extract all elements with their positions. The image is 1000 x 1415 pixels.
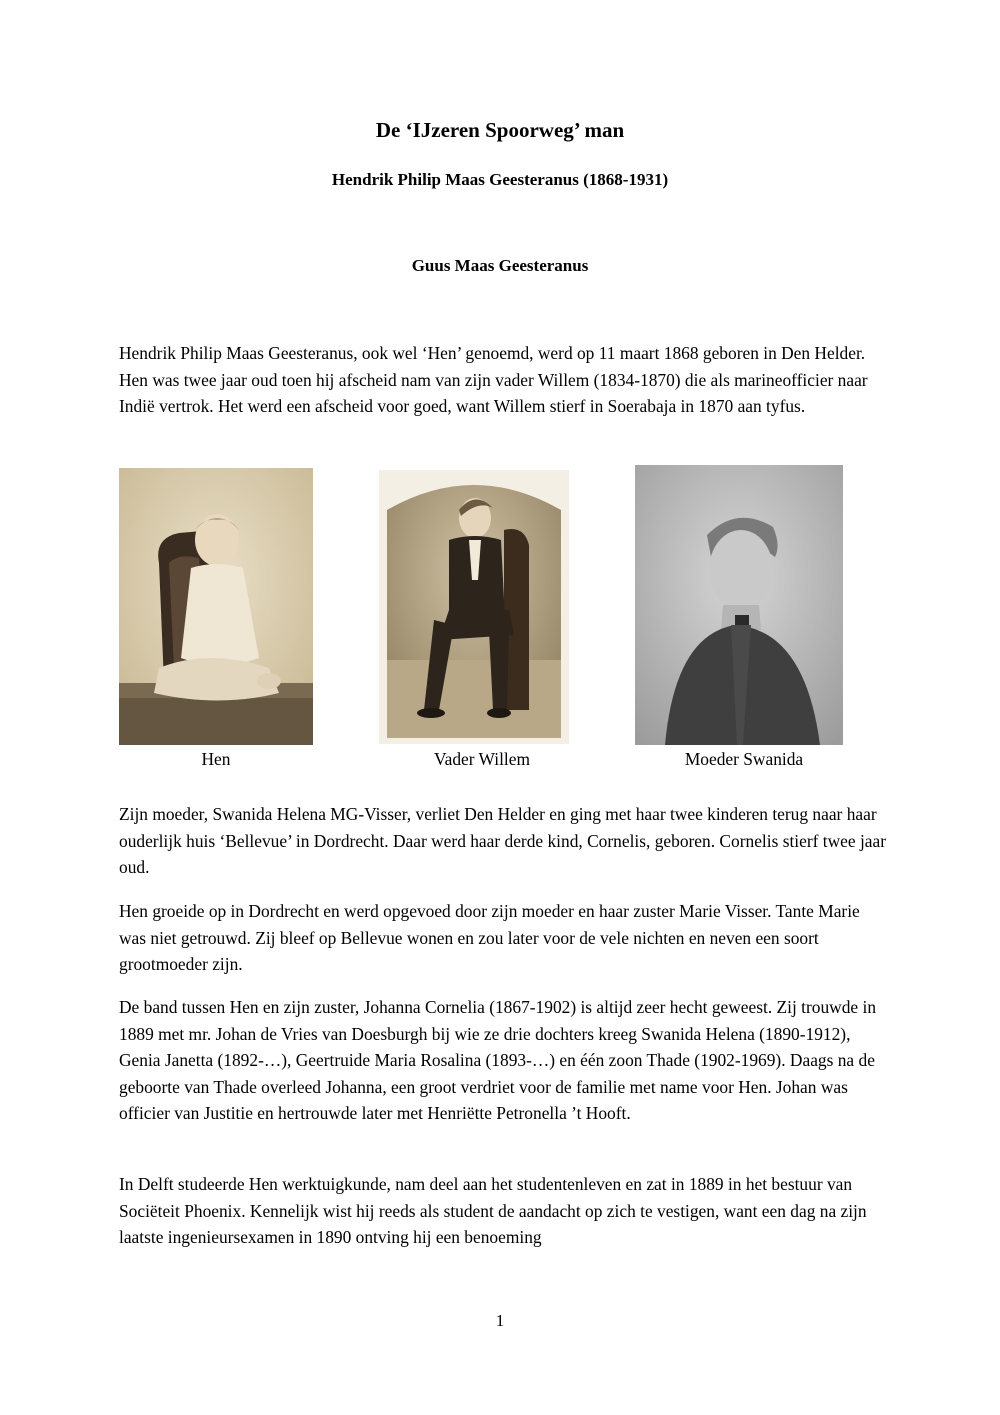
document-author: Guus Maas Geesteranus	[411, 256, 589, 275]
document-title: De ‘IJzeren Spoorweg’ man	[375, 118, 625, 142]
paragraph-4: De band tussen Hen en zijn zuster, Johanna Cornelia (1867-1902) is altijd zeer hecht geweest. Zij trouwde in 1889 met mr. Johan de Vries van Doesburgh bij wie ze drie dochters kreeg Swanida Helena (1890-1912), Genia Janetta (1892-…), Geertruide Maria Rosalina (1893-…) en één zoon Thade (1902-1969). Daags na de geboorte van Thade overleed Johanna, een groot verdriet voor de familie met name voor Hen. Johan was officier van Justitie en hertrouwde later met Henriëtte Petronella ’t Hooft.	[119, 997, 877, 1124]
document-subtitle: Hendrik Philip Maas Geesteranus (1868-1931)	[331, 170, 669, 189]
photo-caption-moeder-swanida: Moeder Swanida	[684, 749, 804, 769]
photo-caption-vader-willem: Vader Willem	[433, 749, 531, 769]
page-number: 1	[495, 1311, 505, 1330]
photo-caption-hen: Hen	[201, 749, 231, 769]
photo-moeder-swanida	[635, 465, 843, 745]
photo-hen-image	[119, 468, 313, 745]
paragraph-1: Hendrik Philip Maas Geesteranus, ook wel ‘Hen’ genoemd, werd op 11 maart 1868 geboren in Den Helder. Hen was twee jaar oud toen hij afscheid nam van zijn vader Willem (1834-1870) die als marineofficier naar Indië vertrok. Het werd een afscheid voor goed, want Willem stierf in Soerabaja in 1870 aan tyfus.	[119, 343, 868, 417]
photo-vader-willem-image	[379, 470, 569, 744]
photo-moeder-swanida-image	[635, 465, 843, 745]
photo-vader-willem	[379, 470, 569, 744]
paragraph-3: Hen groeide op in Dordrecht en werd opgevoed door zijn moeder en haar zuster Marie Visser. Tante Marie was niet getrouwd. Zij bleef op Bellevue wonen en zou later voor de vele nichten en neven een soort grootmoeder zijn.	[119, 901, 860, 975]
paragraph-2: Zijn moeder, Swanida Helena MG-Visser, verliet Den Helder en ging met haar twee kinderen terug naar haar ouderlijk huis ‘Bellevue’ in Dordrecht. Daar werd haar derde kind, Cornelis, geboren. Cornelis stierf twee jaar oud.	[119, 804, 887, 878]
photo-hen	[119, 468, 313, 745]
paragraph-5: In Delft studeerde Hen werktuigkunde, nam deel aan het studentenleven en zat in 1889 in het bestuur van Sociëteit Phoenix. Kennelijk wist hij reeds als student de aandacht op zich te vestigen, want een dag na zijn laatste ingenieursexamen in 1890 ontving hij een benoeming	[119, 1174, 867, 1248]
